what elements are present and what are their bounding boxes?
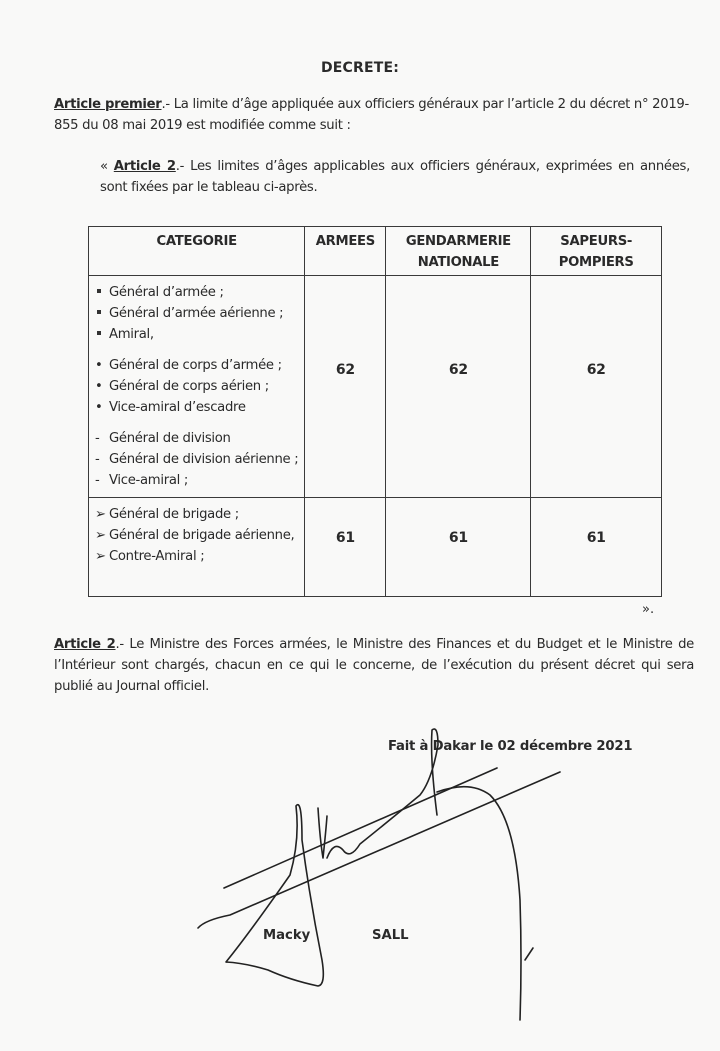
list-item: • Vice-amiral d’escadre [95,397,298,418]
dot-bullet-icon: • [95,358,103,373]
list-item: - Général de division [95,428,298,449]
decree-heading: DECRETE: [320,60,400,76]
list-item: - Général de division aérienne ; [95,449,298,470]
header-sapeurs-pompiers: SAPEURS-POMPIERS [531,227,662,276]
article-2-quoted-label: Article 2 [113,159,176,174]
arrow-bullet-icon: ➢ [95,528,106,543]
header-gendarmerie: GENDARMERIE NATIONALE [386,227,531,276]
armees-value: 62 [305,276,386,498]
list-item: ➢ Général de brigade ; [95,504,298,525]
open-quote: « [100,159,114,174]
arrow-bullet-icon: ➢ [95,549,106,564]
signatory-last-name: SALL [372,928,409,943]
header-armees: ARMEES [305,227,386,276]
list-item: ➢ Général de brigade aérienne, [95,525,298,546]
list-item: Général d’armée ; [95,282,298,303]
signatory-first-name: Macky [263,928,311,943]
armees-value: 61 [305,498,386,597]
header-categorie: CATEGORIE [89,227,305,276]
dash-bullet-icon: - [95,473,100,488]
sapeurs-pompiers-value: 62 [531,276,662,498]
dot-bullet-icon: • [95,400,103,415]
list-item: - Vice-amiral ; [95,470,298,491]
place-date: Fait à Dakar le 02 décembre 2021 [388,739,633,754]
dash-bullet-icon: - [95,431,100,446]
list-item: Amiral, [95,324,298,345]
article-2-label: Article 2 [54,637,116,652]
article-2-quoted-text: .- Les limites d’âges applicables aux officiers généraux, exprimées en années, sont fixées par le tableau ci-après. [100,159,690,195]
arrow-bullet-icon: ➢ [95,507,106,522]
dash-bullet-icon: - [95,452,100,467]
list-item: Général d’armée aérienne ; [95,303,298,324]
gendarmerie-value: 61 [386,498,531,597]
sapeurs-pompiers-value: 61 [531,498,662,597]
dot-bullet-icon: • [95,379,103,394]
article-premier-label: Article premier [54,97,162,112]
list-item: ➢ Contre-Amiral ; [95,546,298,567]
close-quote: ». [642,602,655,617]
article-premier-text: .- La limite d’âge appliquée aux officiers généraux par l’article 2 du décret n° 2019-855 du 08 mai 2019 est modifiée comme suit : [54,97,689,133]
gendarmerie-value: 62 [386,276,531,498]
list-item: • Général de corps aérien ; [95,376,298,397]
list-item: • Général de corps d’armée ; [95,355,298,376]
article-2-text: .- Le Ministre des Forces armées, le Ministre des Finances et du Budget et le Ministre de l’Intérieur sont chargés, chacun en ce qui le concerne, de l’exécution du présent décret qui sera publié au Journal officiel. [54,637,694,694]
